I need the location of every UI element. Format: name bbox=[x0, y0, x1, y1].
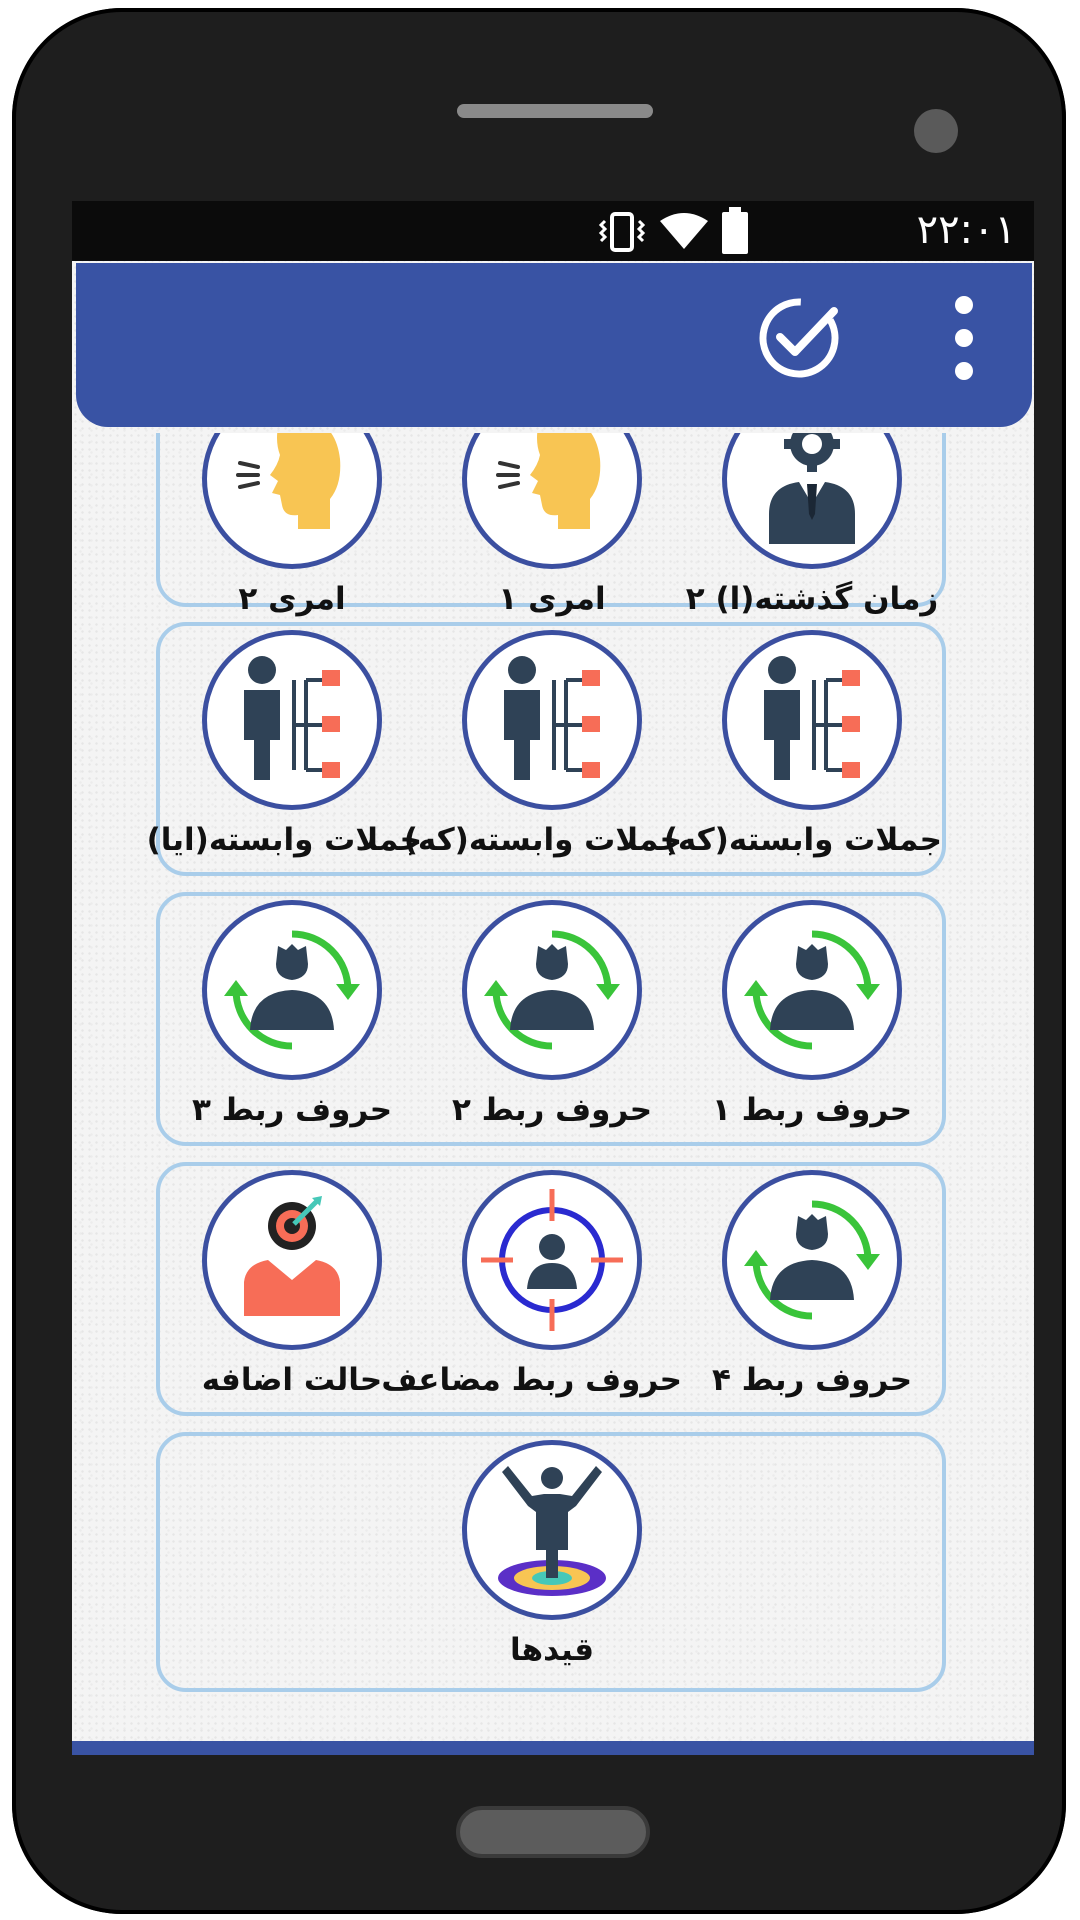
grid-item-label: امری ۲ bbox=[238, 581, 346, 617]
grid-item[interactable] bbox=[422, 1440, 682, 1668]
phone-frame bbox=[12, 8, 1066, 1914]
grid-item-circle bbox=[202, 433, 382, 569]
grid-item-label: امری ۱ bbox=[498, 581, 606, 617]
grid-item[interactable] bbox=[422, 433, 682, 617]
grid-item-circle bbox=[722, 900, 902, 1080]
grid-item[interactable] bbox=[682, 433, 942, 617]
grid-item[interactable] bbox=[162, 433, 422, 617]
grid-item-circle bbox=[202, 900, 382, 1080]
status-time: ۲۲:۰۱ bbox=[916, 207, 1016, 253]
menu-group bbox=[156, 1432, 946, 1692]
person-hierarchy-icon bbox=[222, 650, 362, 790]
grid-item[interactable] bbox=[162, 900, 422, 1128]
grid-item-label: قیدها bbox=[510, 1632, 594, 1668]
app-bar bbox=[76, 263, 1032, 427]
grid-item[interactable] bbox=[162, 1170, 422, 1398]
grid-item-circle bbox=[462, 900, 642, 1080]
grid-item-circle bbox=[462, 1440, 642, 1620]
grid-item[interactable] bbox=[663, 630, 942, 858]
speaking-head-icon bbox=[222, 433, 362, 549]
bottom-bar bbox=[72, 1741, 1034, 1755]
check-circle-icon[interactable] bbox=[754, 293, 844, 383]
battery-icon bbox=[720, 207, 750, 255]
grid-item-circle bbox=[722, 630, 902, 810]
person-hierarchy-icon bbox=[482, 650, 622, 790]
menu-group bbox=[156, 892, 946, 1146]
grid-item-label: زمان گذشته(ا) ۲ bbox=[685, 581, 939, 617]
grid-item-circle bbox=[462, 630, 642, 810]
menu-group bbox=[156, 1162, 946, 1416]
grid-item-circle bbox=[202, 1170, 382, 1350]
grid-item[interactable] bbox=[682, 1170, 942, 1398]
status-bar bbox=[72, 201, 1034, 261]
grid-item-circle bbox=[462, 433, 642, 569]
more-vert-icon[interactable] bbox=[944, 293, 984, 383]
speaking-head-icon bbox=[482, 433, 622, 549]
vibrate-icon bbox=[596, 211, 648, 253]
grid-item-circle bbox=[722, 433, 902, 569]
grid-item-label: جملات وابسته(که) bbox=[663, 822, 942, 858]
menu-group bbox=[146, 622, 946, 876]
person-hierarchy-icon bbox=[742, 650, 882, 790]
grid-item-label: جملات وابسته(ایا) bbox=[146, 822, 422, 858]
grid-item-label: حروف ربط ۳ bbox=[191, 1092, 393, 1128]
menu-grid bbox=[72, 433, 1034, 1743]
person-cycle-icon bbox=[482, 920, 622, 1060]
person-cycle-icon bbox=[222, 920, 362, 1060]
person-on-target-icon bbox=[482, 1460, 622, 1600]
person-crosshair-icon bbox=[477, 1185, 627, 1335]
person-cycle-icon bbox=[742, 920, 882, 1060]
grid-item-label: حروف ربط ۴ bbox=[711, 1362, 913, 1398]
wifi-icon bbox=[658, 211, 710, 251]
grid-item-label: حروف ربط ۲ bbox=[451, 1092, 653, 1128]
phone-camera bbox=[914, 109, 958, 153]
grid-item[interactable] bbox=[381, 1170, 682, 1398]
person-cycle-icon bbox=[742, 1190, 882, 1330]
screen bbox=[72, 201, 1034, 1755]
phone-speaker bbox=[457, 104, 653, 118]
grid-item[interactable] bbox=[682, 900, 942, 1128]
grid-item[interactable] bbox=[146, 630, 422, 858]
grid-item-circle bbox=[722, 1170, 902, 1350]
grid-item[interactable] bbox=[422, 900, 682, 1128]
grid-item-label: حروف ربط مضاعف bbox=[381, 1362, 682, 1398]
grid-item-label: حروف ربط ۱ bbox=[711, 1092, 913, 1128]
grid-item-label: جملات وابسته(که) bbox=[403, 822, 682, 858]
grid-item-circle bbox=[202, 630, 382, 810]
grid-item[interactable] bbox=[403, 630, 682, 858]
grid-item-label: حالت اضافه bbox=[201, 1362, 383, 1398]
home-button[interactable] bbox=[456, 1806, 650, 1858]
grid-item-circle bbox=[462, 1170, 642, 1350]
businessman-gear-icon bbox=[747, 433, 877, 544]
menu-group bbox=[156, 433, 946, 617]
person-target-icon bbox=[222, 1190, 362, 1330]
